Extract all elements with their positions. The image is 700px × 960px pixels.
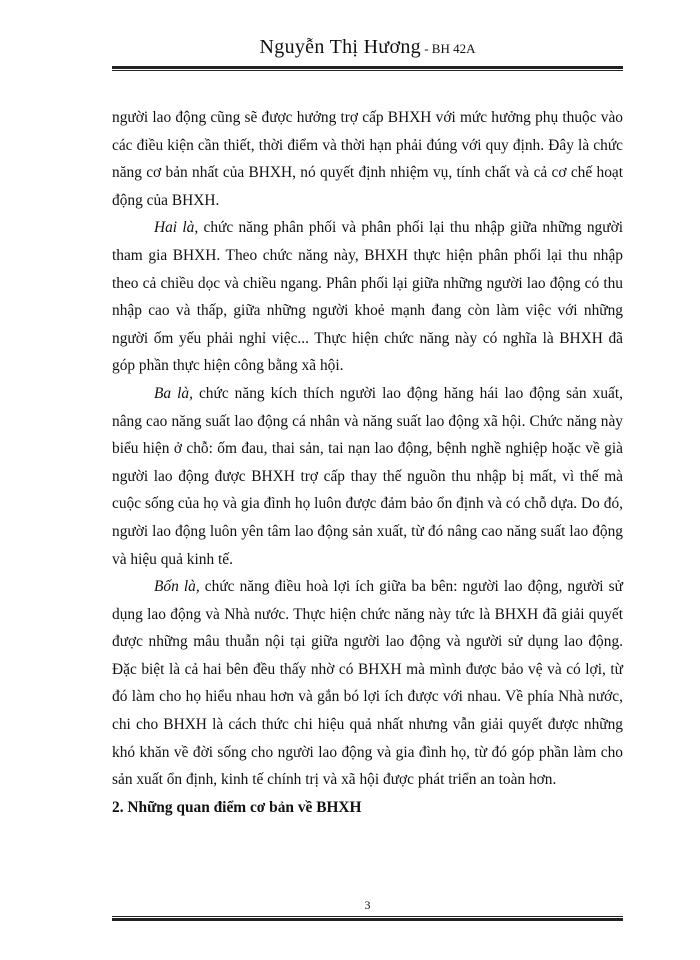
paragraph-lead: Hai là, (154, 219, 199, 237)
header-rule (112, 66, 623, 71)
page-header (112, 36, 623, 59)
paragraph-text: chức năng kích thích người lao động hăng hái lao động sản xuất, nâng cao năng suất lao động cá nhân và năng suất lao động xã hội. Chức năng này biểu hiện ở chỗ: ốm đau, thai sản, tai nạn lao động, bệnh nghề nghiệp hoặc về già người lao động được BHXH trợ cấp thay thế nguồn thu nhập bị mất, vì thế mà cuộc sống của họ và gia đình họ luôn được đảm bảo ổn định và có chỗ dựa. Do đó, người lao động luôn yên tâm lao động sản xuất, từ đó nâng cao năng suất lao động và hiệu quả kinh tế. (112, 384, 623, 568)
paragraph-bon-la (112, 573, 623, 794)
paragraph-text: chức năng điều hoà lợi ích giữa ba bên: người lao động, người sử dụng lao động và Nhà nước. Thực hiện chức năng này tức là BHXH đã giải quyết được những mâu thuẫn nội tại giữa người lao động và người sử dụng lao động. Đặc biệt là cả hai bên đều thấy nhờ có BHXH mà mình được bảo vệ và có lợi, từ đó làm cho họ hiểu nhau hơn và gắn bó lợi ích được với nhau. Về phía Nhà nước, chi cho BHXH là cách thức chi hiệu quả nhất nhưng vẫn giải quyết được những khó khăn về đời sống cho người lao động và gia đình họ, từ đó góp phần làm cho sản xuất ổn định, kinh tế chính trị và xã hội được phát triển an toàn hơn. (112, 578, 623, 789)
class-code: - BH 42A (420, 41, 476, 56)
paragraph-continuation: người lao động cũng sẽ được hưởng trợ cấp BHXH với mức hưởng phụ thuộc vào các điều kiện cần thiết, thời điểm và thời hạn phải đúng với quy định. Đây là chức năng cơ bản nhất của BHXH, nó quyết định nhiệm vụ, tính chất và cả cơ chế hoạt động của BHXH. (112, 109, 623, 209)
paragraph-lead: Bốn là, (154, 578, 200, 596)
body-text (112, 104, 623, 821)
page-number: 3 (364, 898, 371, 912)
paragraph-hai-la (112, 214, 623, 380)
paragraph-text: chức năng phân phối và phân phối lại thu nhập giữa những người tham gia BHXH. Theo chức năng này, BHXH thực hiện phân phối lại thu nhập theo cả chiều dọc và chiều ngang. Phân phối lại giữa những người lao động có thu nhập cao và thấp, giữa những người khoẻ mạnh đang còn làm việc với những người ốm yếu phải nghỉ việc... Thực hiện chức năng này có nghĩa là BHXH đã góp phần thực hiện công bằng xã hội. (112, 219, 623, 375)
section-heading: 2. Những quan điểm cơ bản về BHXH (112, 798, 362, 816)
footer-rule (112, 916, 623, 921)
paragraph-lead: Ba là, (154, 384, 193, 402)
paragraph-ba-la (112, 380, 623, 573)
author-name: Nguyễn Thị Hương (259, 36, 421, 58)
